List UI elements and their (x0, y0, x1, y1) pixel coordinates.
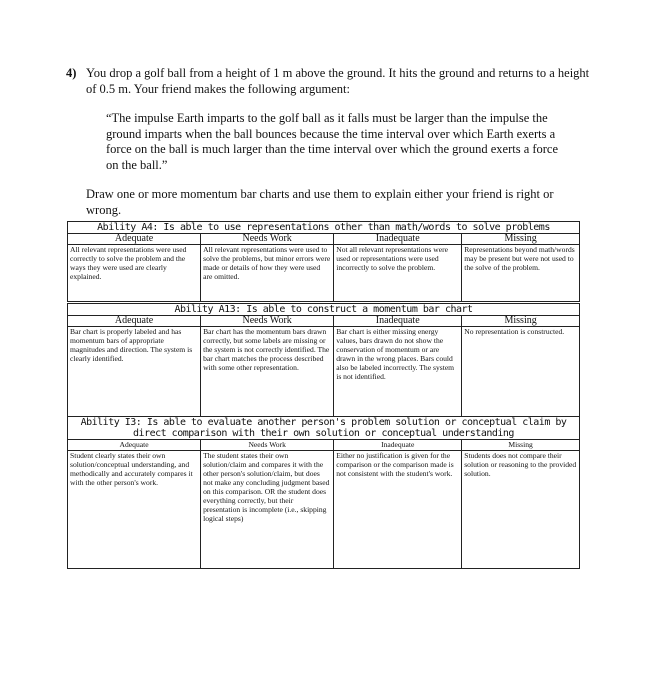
header-inadequate: Inadequate (334, 440, 462, 451)
cell-missing: Students does not compare their solution or reasoning to the provided solution. (462, 451, 580, 569)
cell-adequate: All relevant representations were used correctly to solve the problem and the ways they were used are clearly explained. (68, 245, 201, 302)
cell-inadequate: Either no justification is given for the comparison or the comparison made is not consistent with the student's work. (334, 451, 462, 569)
cell-missing: No representation is constructed. (462, 327, 580, 417)
cell-needs-work: All relevant representations were used to solve the problems, but minor errors were made or details of how they were used are omitted. (201, 245, 334, 302)
header-adequate: Adequate (68, 440, 201, 451)
rubric-a4-table (67, 221, 580, 302)
rubric-title: Ability A13: Is able to construct a momentum bar chart (68, 304, 580, 316)
cell-missing: Representations beyond math/words may be present but were not used to the solve of the problem. (462, 245, 580, 302)
header-needs-work: Needs Work (201, 234, 334, 245)
cell-adequate: Student clearly states their own solution/conceptual understanding, and methodically and accurately compares it with the other person's work. (68, 451, 201, 569)
header-missing: Missing (462, 234, 580, 245)
rubric-a13-table (67, 303, 580, 417)
header-inadequate: Inadequate (334, 234, 462, 245)
cell-inadequate: Bar chart is either missing energy values, bars drawn do not show the conservation of momentum or are drawn in the wrong places. Bars could also be labeled incorrectly. The system is not identified. (334, 327, 462, 417)
header-needs-work: Needs Work (201, 316, 334, 327)
header-inadequate: Inadequate (334, 316, 462, 327)
rubric-title: Ability A4: Is able to use representations other than math/words to solve problems (68, 222, 580, 234)
rubric-title: Ability I3: Is able to evaluate another person's problem solution or conceptual claim by direct comparison with their own solution or conceptual understanding (68, 417, 580, 440)
header-missing: Missing (462, 440, 580, 451)
cell-needs-work: The student states their own solution/claim and compares it with the other person's solution/claim, but does not make any concluding judgment based on this comparison. OR the student does everything correctly, but their presentation is incomplete (i.e., skipping logical steps) (201, 451, 334, 569)
task-instruction: Draw one or more momentum bar charts and use them to explain either your friend is right or wrong. (86, 187, 554, 217)
cell-inadequate: Not all relevant representations were used or representations were used incorrectly to solve the problem. (334, 245, 462, 302)
header-adequate: Adequate (68, 234, 201, 245)
question-prompt: You drop a golf ball from a height of 1 m above the ground. It hits the ground and returns to a height of 0.5 m. Your friend makes the following argument: (86, 66, 590, 96)
cell-adequate: Bar chart is properly labeled and has momentum bars of appropriate magnitudes and direction. The system is clearly identified. (68, 327, 201, 417)
question-block (66, 66, 596, 218)
header-missing: Missing (462, 316, 580, 327)
question-number: 4) (66, 66, 77, 80)
cell-needs-work: Bar chart has the momentum bars drawn correctly, but some labels are missing or the system is not correctly identified. The bar chart matches the process described with some other representation. (201, 327, 334, 417)
rubric-i3-table (67, 416, 580, 569)
header-adequate: Adequate (68, 316, 201, 327)
header-needs-work: Needs Work (201, 440, 334, 451)
friend-argument-quote: “The impulse Earth imparts to the golf ball as it falls must be larger than the impulse the ground imparts when the ball bounces because the time interval over which Earth exerts a force on the ball is much larger than the time interval over which the ground exerts a force on the ball.” (106, 111, 559, 172)
question-prompt-line (66, 66, 596, 97)
